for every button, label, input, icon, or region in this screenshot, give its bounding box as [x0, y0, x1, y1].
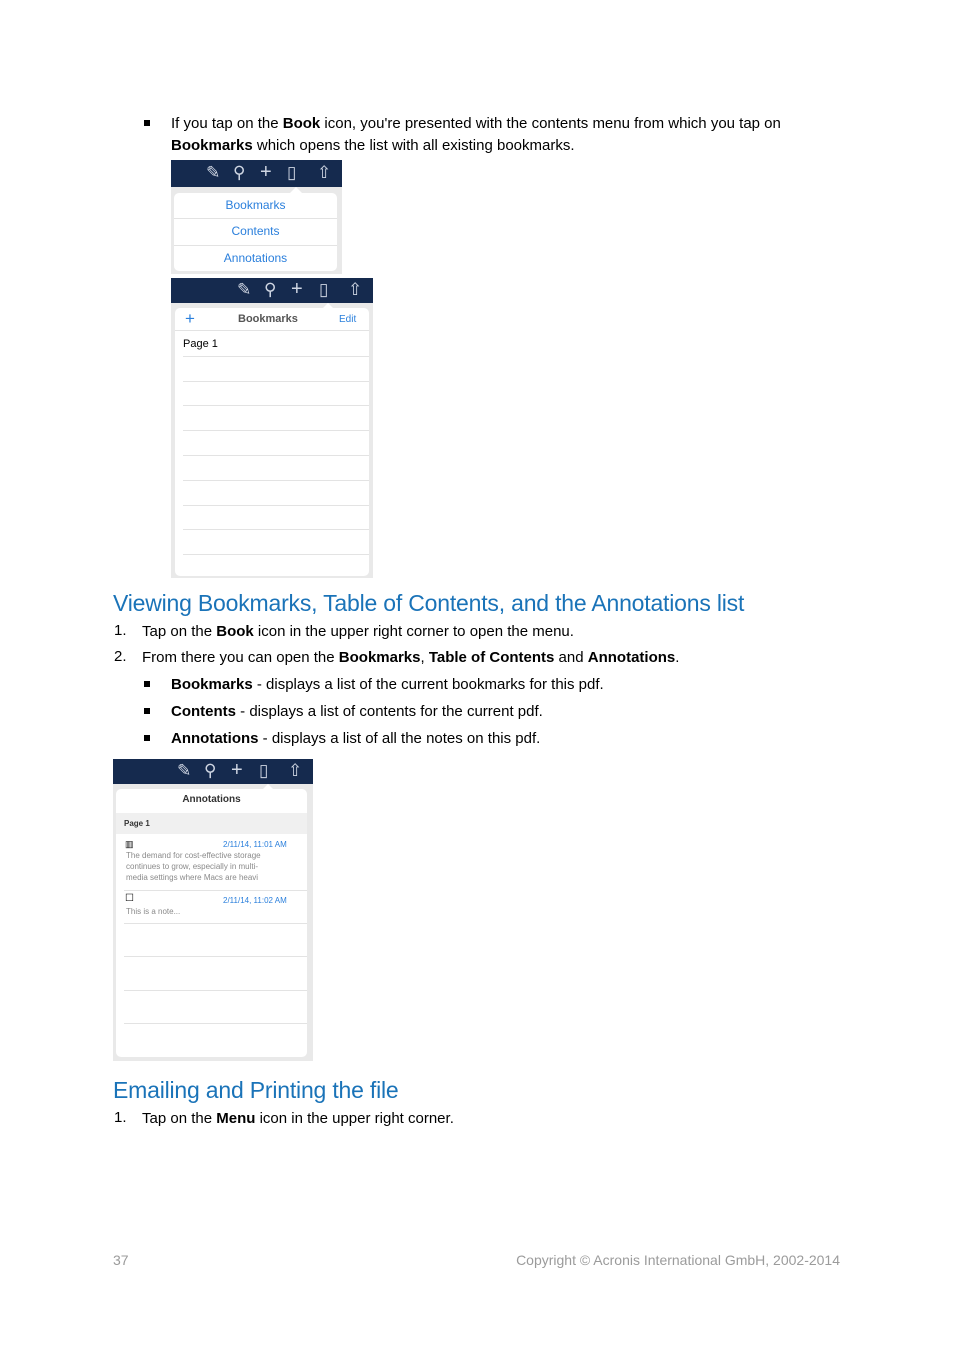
- screenshot-bookmarks-list: [171, 278, 373, 578]
- book-icon: ▯: [259, 761, 269, 780]
- bullet-marker: [144, 735, 150, 741]
- divider: [124, 1023, 307, 1024]
- bold-text: Book: [282, 115, 321, 132]
- plus-icon: +: [291, 278, 303, 300]
- text: If you tap on the: [171, 115, 283, 132]
- step-1-text: [142, 1108, 454, 1130]
- text: and: [554, 649, 588, 666]
- divider: [174, 218, 337, 219]
- bold-text: Annotations: [587, 649, 676, 666]
- text: .: [675, 649, 680, 666]
- section-heading-emailing: Emailing and Printing the file: [113, 1077, 399, 1103]
- search-icon: ⚲: [204, 761, 217, 780]
- annotation-text: This is a note...: [126, 907, 181, 916]
- bold-text: Bookmarks: [171, 137, 253, 154]
- pencil-icon: ✎: [237, 280, 252, 299]
- divider: [183, 455, 369, 456]
- text: - displays a list of all the notes on this pdf.: [258, 730, 541, 747]
- bullet-annotations: [171, 728, 540, 750]
- annotations-title: Annotations: [182, 794, 241, 805]
- screenshot-book-menu: [171, 160, 342, 274]
- text: From there you can open the: [142, 649, 339, 666]
- annotation-text: The demand for cost-effective storage: [126, 851, 261, 860]
- bold-text: Menu: [216, 1110, 256, 1127]
- plus-icon: +: [260, 161, 272, 183]
- text: Tap on the: [142, 1110, 217, 1127]
- bullet-marker: [144, 681, 150, 687]
- search-icon: ⚲: [264, 280, 277, 299]
- bold-text: Table of Contents: [428, 649, 555, 666]
- divider: [183, 554, 369, 555]
- divider: [175, 330, 369, 331]
- edit-button[interactable]: Edit: [339, 314, 357, 325]
- bold-text: Contents: [171, 703, 236, 720]
- add-bookmark-button[interactable]: +: [185, 309, 195, 328]
- intro-line-2: [171, 135, 575, 157]
- screenshot-annotations-list: [113, 759, 313, 1061]
- bold-text: Bookmarks: [338, 649, 421, 666]
- divider: [124, 990, 307, 991]
- menu-item-annotations[interactable]: Annotations: [223, 251, 288, 265]
- search-icon: ⚲: [233, 163, 246, 182]
- divider: [183, 381, 369, 382]
- annotation-time: 2/11/14, 11:02 AM: [223, 896, 287, 905]
- step-number: 2.: [114, 648, 127, 665]
- toolbar: [171, 278, 373, 303]
- step-number: 1.: [114, 622, 127, 639]
- step-1-text: [142, 621, 574, 643]
- divider: [183, 529, 369, 530]
- divider: [183, 356, 369, 357]
- divider: [124, 956, 307, 957]
- text: Tap on the: [142, 623, 217, 640]
- toolbar: [171, 160, 342, 187]
- plus-icon: +: [231, 759, 243, 781]
- text: icon in the upper right corner.: [255, 1110, 454, 1127]
- bookmarks-title: Bookmarks: [238, 313, 298, 325]
- text: - displays a list of contents for the current pdf.: [236, 703, 543, 720]
- page-section-header: [116, 813, 307, 834]
- highlight-icon: ▥: [125, 839, 134, 849]
- page-number: 37: [113, 1252, 129, 1268]
- pencil-icon: ✎: [177, 761, 192, 780]
- step-2-text: [142, 647, 679, 669]
- bold-text: Bookmarks: [171, 676, 253, 693]
- divider: [183, 480, 369, 481]
- menu-item-contents[interactable]: Contents: [231, 224, 280, 238]
- copyright-notice: Copyright © Acronis International GmbH, 2002-2014: [516, 1252, 840, 1268]
- bullet-marker: [144, 708, 150, 714]
- annotation-entry[interactable]: [116, 837, 307, 889]
- divider: [124, 890, 307, 891]
- text: icon, you're presented with the contents menu from which you tap on: [320, 115, 781, 132]
- share-icon: ⇧: [317, 163, 332, 182]
- annotations-popover: [116, 789, 307, 1057]
- toolbar: [113, 759, 313, 784]
- annotation-text: continues to grow, especially in multi-: [126, 862, 259, 871]
- annotation-entry[interactable]: [116, 893, 307, 921]
- step-number: 1.: [114, 1109, 127, 1126]
- divider: [183, 405, 369, 406]
- share-icon: ⇧: [348, 280, 363, 299]
- divider: [124, 923, 307, 924]
- book-menu-popover: [174, 193, 337, 271]
- share-icon: ⇧: [288, 761, 303, 780]
- book-icon: ▯: [287, 163, 297, 182]
- section-heading-viewing: Viewing Bookmarks, Table of Contents, and the Annotations list: [113, 590, 745, 616]
- divider: [183, 505, 369, 506]
- bullet-bookmarks: [171, 674, 604, 696]
- bullet-marker: [144, 120, 150, 126]
- text: icon in the upper right corner to open the menu.: [253, 623, 574, 640]
- intro-line-1: [171, 113, 781, 135]
- annotation-time: 2/11/14, 11:01 AM: [223, 840, 287, 849]
- bookmark-row[interactable]: Page 1: [183, 338, 218, 350]
- note-icon: ☐: [125, 893, 134, 904]
- text: which opens the list with all existing bookmarks.: [252, 137, 575, 154]
- text: ,: [420, 649, 429, 666]
- page-header-label: Page 1: [124, 819, 150, 828]
- bullet-contents: [171, 701, 543, 723]
- divider: [174, 245, 337, 246]
- divider: [183, 430, 369, 431]
- menu-item-bookmarks[interactable]: Bookmarks: [225, 198, 286, 212]
- bold-text: Book: [216, 623, 254, 640]
- bold-text: Annotations: [171, 730, 259, 747]
- pencil-icon: ✎: [206, 163, 221, 182]
- book-icon: ▯: [319, 280, 329, 299]
- bookmarks-popover: [175, 308, 369, 576]
- annotation-text: media settings where Macs are heavi: [126, 873, 259, 882]
- text: - displays a list of the current bookmarks for this pdf.: [252, 676, 604, 693]
